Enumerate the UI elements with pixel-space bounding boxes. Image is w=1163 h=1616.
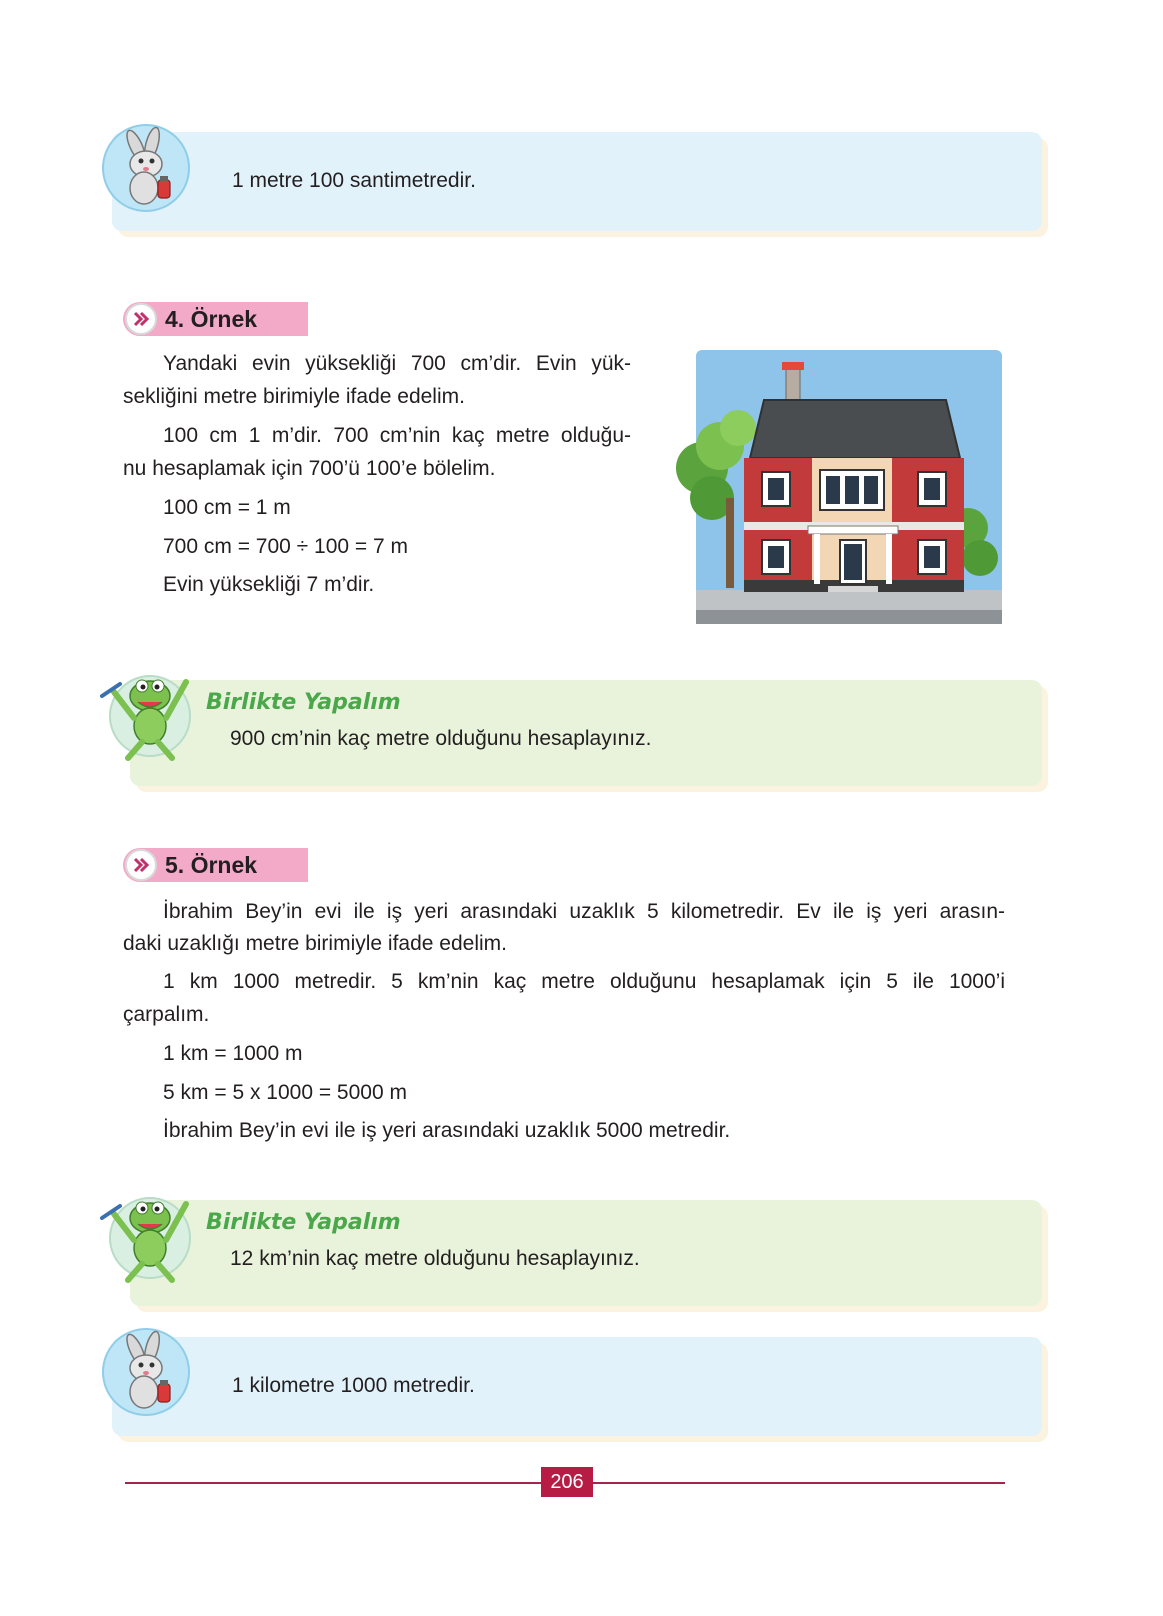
example-4-conclusion: Evin yüksekliği 7 m’dir. xyxy=(163,573,375,596)
example-4-equation-1: 100 cm = 1 m xyxy=(163,496,291,519)
double-chevron-icon xyxy=(125,303,157,335)
example-4-paragraph-2-line-1: 100 cm 1 m’dir. 700 cm’nin kaç metre olduğu- xyxy=(163,424,631,447)
frog-mascot-icon xyxy=(98,1184,198,1284)
double-chevron-icon xyxy=(125,849,157,881)
example-title: 4. Örnek xyxy=(165,306,258,332)
practice-text: 12 km’nin kaç metre olduğunu hesaplayınız. xyxy=(230,1247,640,1270)
example-5-paragraph-2-line-1: 1 km 1000 metredir. 5 km’nin kaç metre olduğunu hesaplamak için 5 ile 1000’i xyxy=(163,970,1005,993)
rabbit-mascot-icon xyxy=(100,122,192,214)
example-4-paragraph-1-line-2: sekliğini metre birimiyle ifade edelim. xyxy=(123,385,465,408)
example-4-paragraph-2-line-2: nu hesaplamak için 700’ü 100’e bölelim. xyxy=(123,457,496,480)
info-box-kilometer xyxy=(112,1337,1042,1436)
example-4-paragraph-1-line-1: Yandaki evin yüksekliği 700 cm’dir. Evin yük- xyxy=(163,352,631,375)
example-5-header xyxy=(123,848,308,882)
footer-line-left xyxy=(125,1482,541,1484)
footer-line-right xyxy=(593,1482,1005,1484)
practice-title: Birlikte Yapalım xyxy=(206,690,401,715)
example-4-equation-2: 700 cm = 700 ÷ 100 = 7 m xyxy=(163,535,409,558)
example-title: 5. Örnek xyxy=(165,852,258,878)
practice-box-2 xyxy=(130,1200,1042,1306)
page-number: 206 xyxy=(541,1467,593,1497)
info-box-meter xyxy=(112,132,1042,231)
info-text: 1 metre 100 santimetredir. xyxy=(232,169,476,192)
info-text: 1 kilometre 1000 metredir. xyxy=(232,1374,475,1397)
practice-box-1 xyxy=(130,680,1042,786)
example-4-header xyxy=(123,302,308,336)
rabbit-mascot-icon xyxy=(100,1326,192,1418)
example-5-paragraph-1-line-2: daki uzaklığı metre birimiyle ifade edelim. xyxy=(123,932,507,955)
example-5-conclusion: İbrahim Bey’in evi ile iş yeri arasındaki uzaklık 5000 metredir. xyxy=(163,1119,731,1142)
example-5-paragraph-2-line-2: çarpalım. xyxy=(123,1003,210,1026)
example-5-paragraph-1-line-1: İbrahim Bey’in evi ile iş yeri arasındaki uzaklık 5 kilometredir. Ev ile iş yeri arasın- xyxy=(163,900,1005,923)
example-5-equation-1: 1 km = 1000 m xyxy=(163,1042,303,1065)
house-illustration xyxy=(668,348,1004,626)
practice-text: 900 cm’nin kaç metre olduğunu hesaplayınız. xyxy=(230,727,652,750)
example-5-equation-2: 5 km = 5 x 1000 = 5000 m xyxy=(163,1081,407,1104)
frog-mascot-icon xyxy=(98,662,198,762)
practice-title: Birlikte Yapalım xyxy=(206,1210,401,1235)
